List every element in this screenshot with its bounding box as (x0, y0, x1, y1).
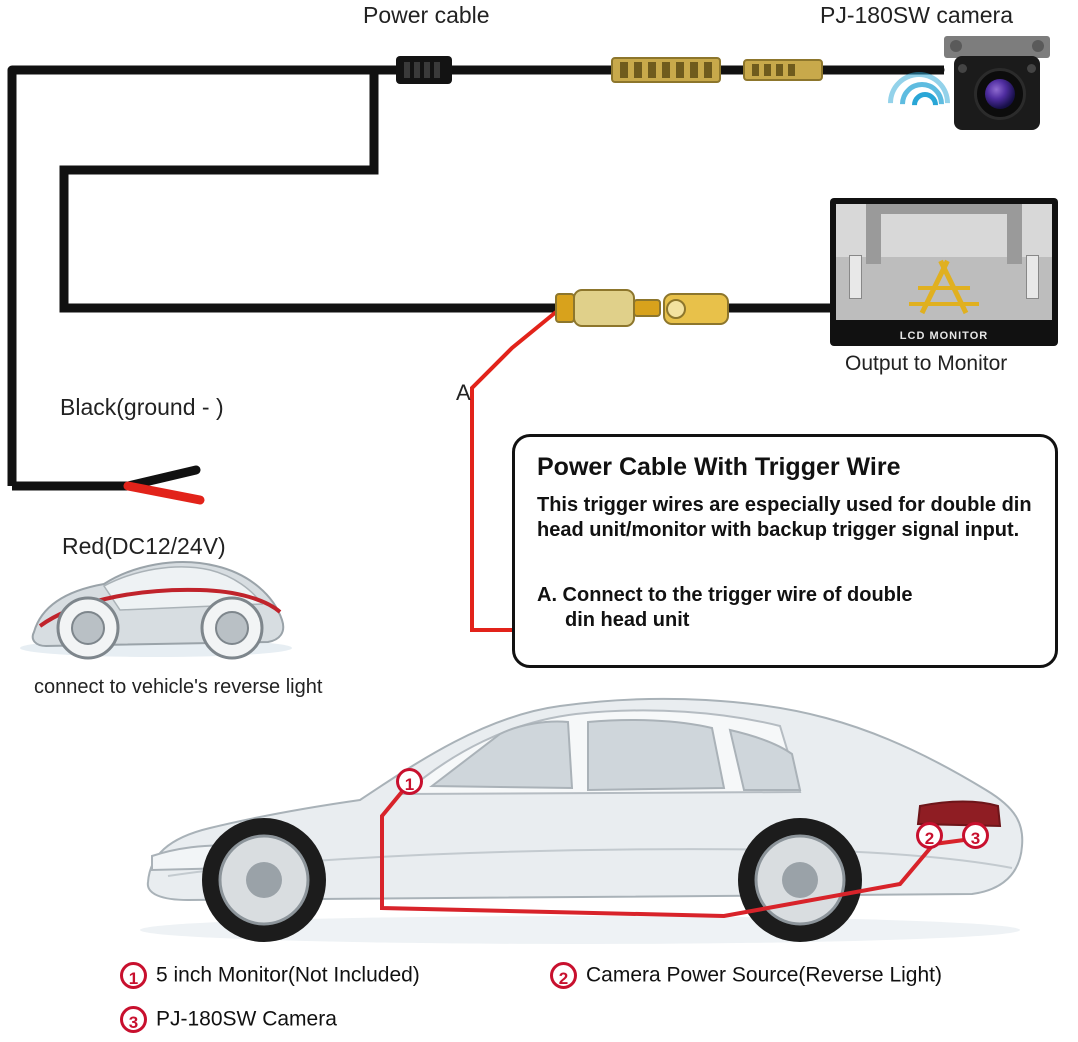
legend-label-1: 5 inch Monitor(Not Included) (156, 963, 420, 987)
label-black-wire: Black(ground - ) (60, 394, 224, 420)
label-reverse-light: connect to vehicle's reverse light (34, 676, 323, 698)
legend-badge-1: 1 (120, 962, 147, 989)
camera-signal-icon (882, 74, 948, 130)
callout-body: This trigger wires are especially used for double din head unit/monitor with backup trigger signal input. (537, 494, 1032, 541)
rca-male-pin (634, 300, 660, 316)
sedan-illustration (140, 699, 1022, 944)
rca-male-body (574, 290, 634, 326)
car-marker-2: 2 (916, 822, 943, 849)
callout-title: Power Cable With Trigger Wire (537, 453, 901, 481)
camera-lens-icon (985, 79, 1015, 109)
label-camera-title: PJ-180SW camera (820, 2, 1014, 28)
monitor-screen (836, 204, 1052, 320)
label-trigger-point-a: A (456, 380, 471, 405)
car-marker-1: 1 (396, 768, 423, 795)
legend-item-1 (120, 962, 420, 989)
callout-item-a (537, 583, 1049, 633)
legend-item-3 (120, 1006, 337, 1033)
legend-label-3: PJ-180SW Camera (156, 1007, 337, 1031)
rear-view-camera (944, 34, 1050, 138)
callout-item-a-line2: din head unit (565, 609, 690, 631)
sports-car-illustration (20, 562, 292, 658)
wire-video-run (64, 70, 556, 308)
label-power-cable: Power cable (363, 2, 490, 28)
legend-item-2 (550, 962, 942, 989)
trigger-wire-callout (512, 434, 1058, 668)
label-red-wire: Red(DC12/24V) (62, 533, 226, 559)
rca-female-socket (667, 300, 685, 318)
label-output-to-monitor: Output to Monitor (845, 352, 1008, 375)
camera-body (954, 56, 1040, 130)
camera-lens-ring (974, 68, 1026, 120)
rca-male-barrel (556, 294, 574, 322)
camera-bracket (944, 36, 1050, 58)
callout-item-a-line1: A. Connect to the trigger wire of double (537, 584, 913, 606)
wire-red-pigtail (128, 486, 200, 500)
legend-badge-3: 3 (120, 1006, 147, 1033)
legend-badge-2: 2 (550, 962, 577, 989)
monitor-screen-label: LCD MONITOR (899, 330, 989, 342)
legend-label-2: Camera Power Source(Reverse Light) (586, 963, 942, 987)
lcd-monitor (830, 198, 1058, 346)
car-marker-3: 3 (962, 822, 989, 849)
